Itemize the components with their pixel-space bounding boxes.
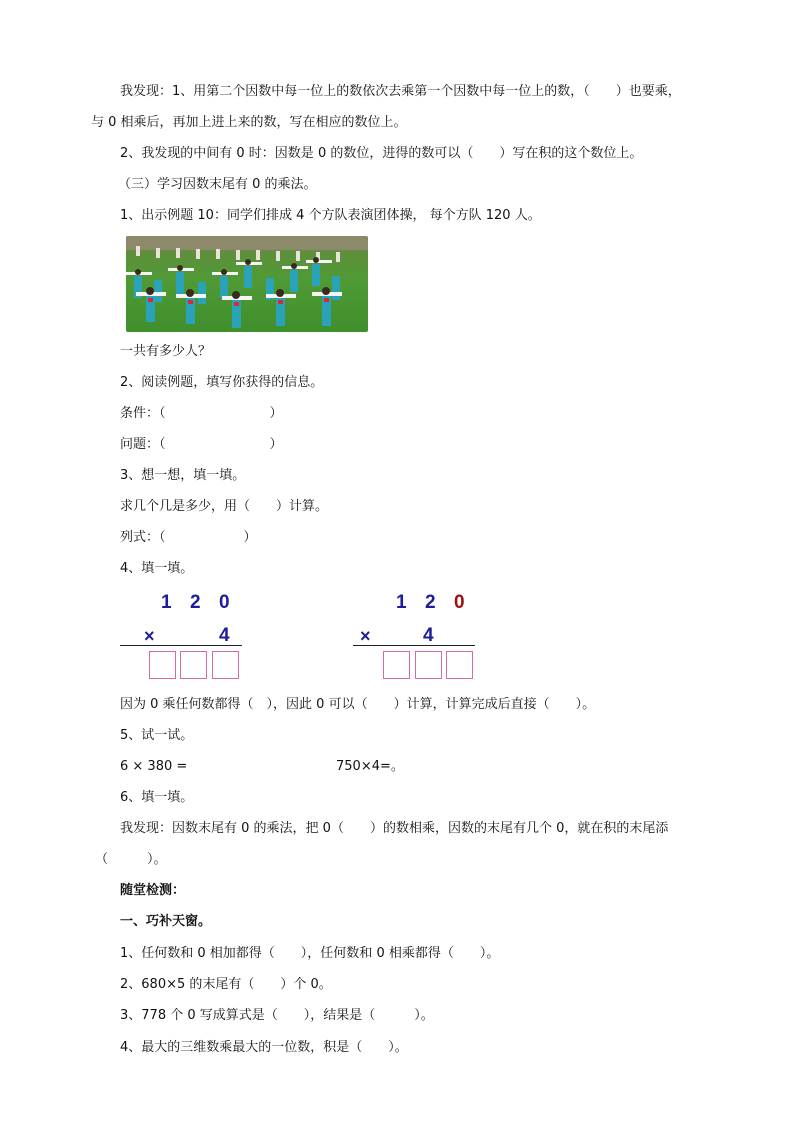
left-answer-box-3[interactable]: [212, 651, 239, 679]
right-answer-box-3[interactable]: [446, 651, 473, 679]
discovery-text-2: （ ）。: [95, 852, 167, 867]
left-calc-rule: [120, 645, 242, 646]
try-expression-2: 750×4=。: [336, 759, 404, 774]
quiz-item-3: 3、778 个 0 写成算式是（ ），结果是（ ）。: [120, 1008, 434, 1023]
right-multiplier: 4: [423, 625, 434, 646]
left-digit-1: 1: [161, 592, 172, 613]
left-answer-box-1[interactable]: [149, 651, 176, 679]
question-text: 一共有多少人？: [120, 344, 212, 359]
group-exercise-photo: [126, 236, 368, 332]
quiz-item-1: 1、任何数和 0 相加都得（ ），任何数和 0 相乘都得（ ）。: [120, 946, 500, 961]
step-2-text: 2、阅读例题，填写你获得的信息。: [120, 375, 324, 390]
quiz-section-1: 一、巧补天窗。: [120, 914, 212, 929]
text-line-1: 我发现：1、用第二个因数中每一位上的数依次去乘第一个因数中每一位上的数，（ ）也要乘，: [120, 84, 681, 99]
right-digit-2: 2: [425, 592, 436, 613]
condition-field: 条件：（ ）: [120, 406, 283, 421]
step-4-text: 4、填一填。: [120, 561, 194, 576]
right-digit-1: 1: [396, 592, 407, 613]
discovery-text-1: 我发现：因数末尾有 0 的乘法，把 0（ ）的数相乘，因数的末尾有几个 0，就在积的末尾添: [120, 821, 669, 836]
quiz-item-4: 4、最大的三维数乘最大的一位数，积是（ ）。: [120, 1040, 408, 1055]
example-10-text: 1、出示例题 10：同学们排成 4 个方队表演团体操， 每个方队 120 人。: [120, 208, 541, 223]
zero-rule-text: 因为 0 乘任何数都得（ ），因此 0 可以（ ）计算，计算完成后直接（ ）。: [120, 697, 596, 712]
photo-illustration: [126, 236, 368, 332]
left-multiplier: 4: [219, 625, 230, 646]
right-times-sign: ×: [360, 626, 371, 646]
left-digit-3: 0: [219, 592, 230, 613]
step-3-text: 3、想一想，填一填。: [120, 468, 246, 483]
left-answer-box-2[interactable]: [180, 651, 207, 679]
try-expression-1: 6 × 380 =: [120, 759, 188, 774]
text-line-2: 与 0 相乘后，再加上进上来的数，写在相应的数位上。: [91, 115, 407, 130]
quiz-heading: 随堂检测：: [120, 883, 186, 898]
step-5-text: 5、试一试。: [120, 728, 194, 743]
operation-prompt: 求几个几是多少，用（ ）计算。: [120, 499, 329, 514]
right-digit-3: 0: [454, 592, 465, 613]
question-field: 问题：（ ）: [120, 437, 283, 452]
quiz-item-2: 2、680×5 的末尾有（ ）个 0。: [120, 977, 332, 992]
formula-field: 列式：（ ）: [120, 530, 257, 545]
section-heading-3: （三）学习因数末尾有 0 的乘法。: [118, 177, 317, 192]
text-line-3: 2、我发现的中间有 0 时：因数是 0 的数位，进得的数可以（ ）写在积的这个数位上。: [120, 146, 643, 161]
right-answer-box-1[interactable]: [383, 651, 410, 679]
step-6-text: 6、填一填。: [120, 790, 194, 805]
left-digit-2: 2: [190, 592, 201, 613]
right-answer-box-2[interactable]: [415, 651, 442, 679]
right-calc-rule: [353, 645, 475, 646]
left-times-sign: ×: [144, 626, 155, 646]
